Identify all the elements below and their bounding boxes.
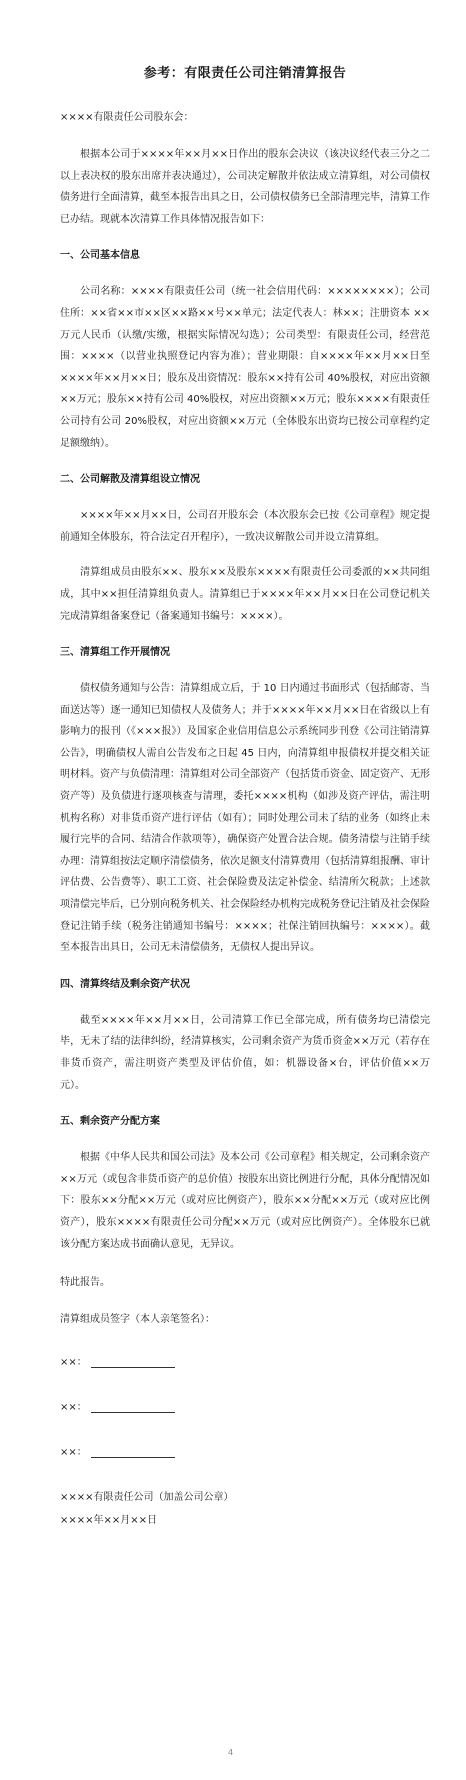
section-paragraph: 清算组成员由股东××、股东××及股东××××有限责任公司委派的××共同组成，其中××担任清算组负责人。清算组已于××××年××月××日在公司登记机关完成清算组备案登记（备案通知书编号：××××）。 [60,567,430,622]
section-distribution [60,1112,430,1255]
report-date: ××××年××月××日 [60,1515,158,1527]
section-heading: 四、清算终结及剩余资产状况 [60,978,190,990]
signature-blank [91,1447,175,1458]
intro-paragraph: 根据本公司于××××年××月××日作出的股东会决议（该决议经代表三分之二以上表决权的股东出席并表决通过），公司决定解散并依法成立清算组，对公司债权债务进行全面清算，截至本报告出具之日，公司债权债务已全部清理完毕，清算工作已办结。现就本次清算工作具体情况报告如下： [60,149,430,225]
signature-blank [91,1357,175,1368]
signer-name: ××： [60,1447,87,1459]
signature-line [60,1353,430,1368]
closing-text: 特此报告。 [60,1277,110,1289]
signer-name: ××： [60,1357,87,1369]
section-paragraph: 截至××××年××月××日，公司清算工作已全部完成，所有债务均已清偿完毕，无未了结的法律纠纷，经清算核实，公司剩余资产为货币资金××万元（若存在非货币资产，需注明资产类型及评估价值，如：机器设备×台，评估价值××万元）。 [60,1014,430,1091]
section-dissolution [60,470,430,627]
section-heading: 三、清算组工作开展情况 [60,647,170,659]
page-number: 4 [228,1748,234,1757]
section-paragraph: ××××年××月××日，公司召开股东会（本次股东会已按《公司章程》规定提前通知全体股东，符合法定召开程序），一致决议解散公司并设立清算组。 [60,510,430,543]
section-termination [60,975,430,1096]
section-heading: 五、剩余资产分配方案 [60,1116,160,1128]
signature-line [60,1443,430,1458]
section-paragraph: 根据《中华人民共和国公司法》及本公司《公司章程》相关规定，公司剩余资产××万元（或包含非货币资产的总价值）按股东出资比例进行分配，具体分配情况如下：股东××分配××万元（或对应比例资产），股东××分配××万元（或对应比例资产），股东××××有限责任公司分配××万元（或对应比例资产）。全体股东已就该分配方案达成书面确认意见，无异议。 [60,1152,430,1250]
signature-label: 清算组成员签字（本人亲笔签名）： [60,1314,215,1326]
section-basic-info [60,246,430,454]
addressee: ××××有限责任公司股东会： [60,112,194,123]
document-title: 参考：有限责任公司注销清算报告 [143,66,347,81]
signer-name: ××： [60,1402,87,1414]
signature-line [60,1398,430,1413]
section-heading: 二、公司解散及清算组设立情况 [60,474,200,486]
signature-blank [91,1402,175,1413]
section-paragraph: 债权债务通知与公告：清算组成立后，于 10 日内通过书面形式（包括邮寄、当面送达等）逐一通知已知债权人及债务人；并于××××年××月××日在省级以上有影响力的报刊（《×××报》）及国家企业信用信息公示系统同步刊登《公司注销清算公告》，明确债权人需自公告发布之日起 45 日内，向清算组申报债权并提交相关证明材料。资产与负债清理：清算组对公司全部资产（包括货币资金、固定资产、无形资产等）及负债进行逐项核查与清理，委托××××机构（如涉及资产评估，需注明机构名称）对非货币资产进行评估（如有）；同时处理公司未了结的业务（如终止未履行完毕的合同、结清合作款项等），确保资产处置合法合规。债务清偿与注销手续办理：清算组按法定顺序清偿债务，依次足额支付清算费用（包括清算组报酬、审计评估费、公告费等）、职工工资、社会保险费及法定补偿金、结清所欠税款；上述款项清偿完毕后，已分别向税务机关、社会保险经办机构完成税务登记注销及社会保险登记注销手续（税务注销通知书编号：××××；社保注销回执编号：××××）。截至本报告出具日，公司无未清偿债务，无债权人提出异议。 [60,683,430,954]
section-paragraph: 公司名称：××××有限责任公司（统一社会信用代码：××××××××）；公司住所：××省××市××区××路××号××单元；法定代表人：林××；注册资本 ××万元人民币（认缴/实缴，根据实际情况勾选）；公司类型：有限责任公司，经营范围：××××（以营业执照登记内容为准）；营业期限：自××××年××月××日至××××年××月××日；股东及出资情况：股东××持有公司 40%股权，对应出资额××万元；股东××持有公司 40%股权，对应出资额××万元；股东××××有限责任公司持有公司 20%股权，对应出资额××万元（全体股东出资均已按公司章程约定足额缴纳）。 [60,286,430,449]
company-seal-line: ××××有限责任公司（加盖公司公章） [60,1492,234,1504]
section-heading: 一、公司基本信息 [60,250,140,262]
section-work [60,643,430,959]
